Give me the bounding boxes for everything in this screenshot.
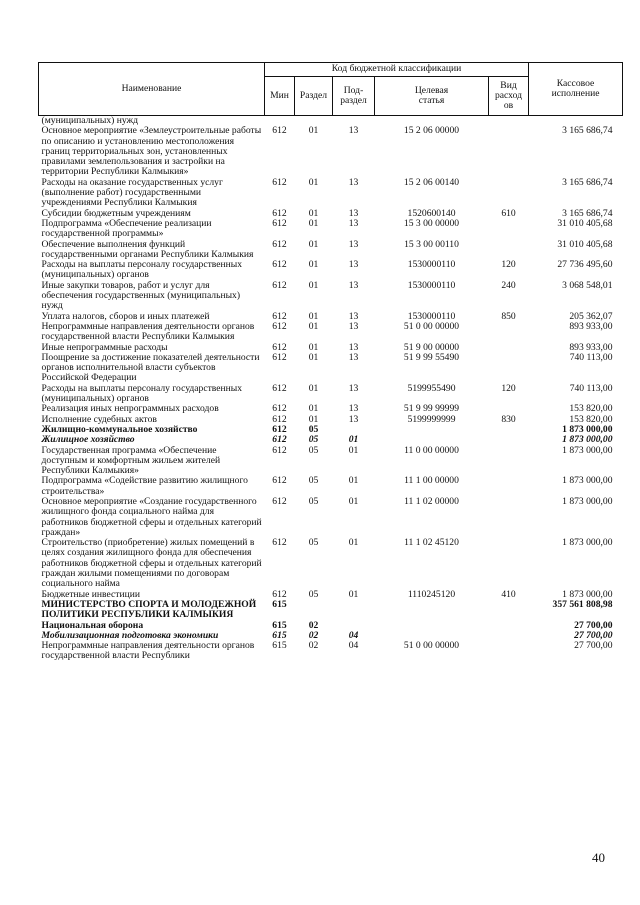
header-vid-label: Вид расход ов [494,79,523,112]
budget-document [38,62,622,662]
cell-min: 612 [272,588,287,600]
cell-vid [489,126,529,177]
cell-amount: 740 113,00 [569,351,613,363]
cell-name: Основное мероприятие «Создание государственного жилищного фонда социального найма для работников бюджетной сферы и отдельных категорий граждан» [41,495,262,538]
cell-amount: 3 165 686,74 [562,125,613,137]
cell-podrazdel: 13 [348,207,359,219]
cell-name: Подпрограмма «Обеспечение реализации государственной программы» [41,217,212,240]
cell-razdel: 01 [308,413,319,425]
cell-razdel: 01 [308,351,319,363]
cell-vid [489,446,529,477]
table-row [39,126,623,177]
cell-celevaya: 51 0 00 00000 [403,320,460,332]
cell-amount: 357 561 808,98 [552,598,613,610]
cell-podrazdel: 13 [348,413,359,425]
cell-name: (муниципальных) нужд [41,115,139,126]
cell-vid [489,538,529,589]
cell-vid [489,497,529,538]
cell-celevaya: 5199999999 [407,413,456,425]
cell-amount: 31 010 405,68 [557,238,613,250]
cell-podrazdel: 04 [348,640,359,652]
cell-name: Жилищно-коммунальное хозяйство [41,423,198,435]
cell-name: Расходы на выплаты персоналу государственных (муниципальных) органов [41,259,243,281]
cell-amount: 1 873 000,00 [562,495,613,507]
cell-amount: 1 873 000,00 [562,444,613,456]
cell-celevaya [375,425,489,435]
cell-celevaya: 1530000110 [407,310,456,322]
cell-name: Жилищное хозяйство [41,434,135,446]
cell-name: Расходы на выплаты персоналу государственных (муниципальных) органов [41,382,243,405]
cell-name: Поощрение за достижение показателей деятельности органов исполнительной власти субъектов Российской Федерации [41,351,260,384]
cell-vid [489,219,529,240]
cell-podrazdel: 13 [348,320,359,332]
cell-razdel: 01 [308,217,319,229]
cell-razdel: 01 [308,125,319,137]
cell-amount: 31 010 405,68 [557,217,613,229]
cell-vid [489,435,529,445]
cell-podrazdel: 13 [348,310,359,322]
table-row [39,353,623,384]
table-row [39,219,623,240]
cell-name: Основное мероприятие «Землеустроительные работы по описанию и установлению местоположения границ территориальных зон, установленных правилами землепользования и застройки на территории Республики Калмыкия» [41,125,262,178]
cell-min: 612 [272,279,287,291]
cell-min: 612 [272,382,287,394]
cell-name: Реализация иных непрограммных расходов [41,403,219,415]
cell-razdel: 02 [308,619,319,631]
header-celevaya-label: Целевая статья [414,84,449,106]
cell-razdel: 02 [308,629,319,641]
cell-razdel: 05 [308,434,319,446]
cell-amount: 153 820,00 [569,413,613,425]
cell-min: 612 [272,176,287,188]
cell-name: МИНИСТЕРСТВО СПОРТА И МОЛОДЕЖНОЙ ПОЛИТИКИ РЕСПУБЛИКИ КАЛМЫКИЯ [41,598,257,621]
header-podrazdel [333,77,375,116]
table-header [39,63,623,116]
cell-celevaya: 15 3 00 00000 [403,217,460,229]
cell-min: 615 [272,629,287,641]
table-row [39,641,623,662]
cell-amount: 27 700,00 [574,629,613,641]
cell-razdel: 01 [308,279,319,291]
cell-vid [489,631,529,641]
header-classification-group: Код бюджетной классификации [265,63,529,77]
page-number: 40 [592,850,605,865]
cell-vid [489,240,529,261]
cell-razdel: 05 [308,588,319,600]
cell-amount: 1 873 000,00 [562,434,613,446]
cell-vid [489,600,529,621]
cell-vid [489,425,529,435]
cell-name: Национальная оборона [41,619,144,631]
cell-podrazdel: 13 [348,403,359,415]
cell-name: Расходы на оказание государственных услуг (выполнение работ) государственными учреждениями Республики Калмыкия [41,176,223,209]
cell-min: 612 [272,413,287,425]
cell-podrazdel: 13 [348,259,359,271]
cell-name: Иные непрограммные расходы [41,341,168,353]
cell-celevaya [375,600,489,621]
cell-min: 612 [272,238,287,250]
cell-min: 612 [272,495,287,507]
cell-razdel: 01 [308,238,319,250]
cell-min: 612 [272,259,287,271]
cell-name: Мобилизационная подготовка экономики [41,629,219,641]
cell-min: 612 [272,475,287,487]
cell-celevaya: 51 0 00 00000 [403,640,460,652]
cell-vid: 830 [501,413,516,425]
header-vid [489,77,529,116]
cell-podrazdel: 01 [348,475,359,487]
cell-amount: 3 165 686,74 [562,176,613,188]
cell-razdel: 01 [308,176,319,188]
cell-amount: 27 700,00 [574,640,613,652]
cell-razdel: 05 [308,423,319,435]
cell-podrazdel: 13 [348,176,359,188]
cell-celevaya: 15 2 06 00140 [403,176,460,188]
cell-name: Уплата налогов, сборов и иных платежей [41,310,210,322]
cell-vid [489,116,529,127]
header-name: Наименование [39,63,265,116]
cell-amount: 740 113,00 [569,382,613,394]
cell-name: Непрограммные направления деятельности органов государственной власти Республики Калмыкия [41,320,255,343]
cell-razdel: 01 [308,310,319,322]
cell-celevaya [375,435,489,445]
cell-podrazdel: 01 [348,444,359,456]
cell-vid: 610 [501,207,516,219]
cell-podrazdel: 13 [348,341,359,353]
budget-table [38,62,623,662]
cell-razdel: 05 [308,444,319,456]
cell-amount: 205 362,07 [569,310,613,322]
cell-min: 612 [272,403,287,415]
cell-celevaya: 1530000110 [407,259,456,271]
cell-celevaya: 51 9 99 99999 [403,403,460,415]
cell-name: Подпрограмма «Содействие развитию жилищного строительства» [41,475,248,497]
cell-min: 612 [272,434,287,446]
header-razdel: Раздел [295,77,333,116]
cell-vid [489,641,529,662]
table-row [39,281,623,312]
table-row [39,497,623,538]
cell-podrazdel: 13 [348,217,359,229]
cell-celevaya: 1530000110 [407,279,456,291]
cell-name: Непрограммные направления деятельности органов государственной власти Республики [41,640,255,662]
cell-vid: 410 [501,588,516,600]
cell-min: 615 [272,619,287,631]
table-row [39,322,623,343]
cell-min: 612 [272,341,287,353]
cell-min: 612 [272,320,287,332]
cell-celevaya: 51 9 99 55490 [403,351,460,363]
cell-celevaya: 5199955490 [407,382,456,394]
header-kassovoe-label: Кассовое исполнение [551,77,600,99]
cell-amount: 893 933,00 [569,341,613,353]
cell-celevaya: 11 1 00 00000 [404,475,459,487]
cell-podrazdel: 13 [348,382,359,394]
cell-celevaya: 15 3 00 00110 [404,238,459,250]
cell-vid: 240 [501,279,516,291]
cell-name: Строительство (приобретение) жилых помещений в целях создания жилищного фонда для обеспечения работников бюджетной сферы и отдельных категорий граждан жилыми помещениями по договорам социального найма [41,537,262,590]
table-row [39,538,623,589]
cell-min: 612 [272,207,287,219]
table-body [39,116,623,662]
table-row [39,178,623,209]
table-row [39,600,623,621]
cell-podrazdel: 01 [348,434,359,446]
cell-celevaya: 11 1 02 00000 [404,495,459,507]
cell-razdel: 01 [308,320,319,332]
cell-vid: 120 [501,259,516,271]
cell-amount: 3 068 548,01 [562,279,613,291]
cell-vid [489,621,529,631]
cell-min: 615 [272,598,287,610]
cell-vid: 850 [501,310,516,322]
cell-podrazdel: 13 [348,125,359,137]
cell-vid [489,476,529,497]
table-row [39,240,623,261]
cell-name: Иные закупки товаров, работ и услуг для обеспечения государственных (муниципальных) нужд [41,279,241,312]
cell-celevaya: 15 2 06 00000 [403,125,460,137]
cell-name: Государственная программа «Обеспечение доступным и комфортным жильем жителей Республики Калмыкия» [41,444,221,477]
cell-amount: 1 873 000,00 [562,588,613,600]
cell-celevaya [375,621,489,631]
cell-podrazdel: 01 [348,537,359,549]
cell-vid [489,178,529,209]
cell-min: 612 [272,217,287,229]
cell-amount: 27 700,00 [574,619,613,631]
cell-amount: 893 933,00 [569,320,613,332]
table-row [39,446,623,477]
table-row [39,384,623,405]
cell-min: 612 [272,125,287,137]
cell-podrazdel: 13 [348,238,359,250]
cell-podrazdel: 13 [348,351,359,363]
header-podrazdel-label: Под- раздел [340,84,367,106]
table-row [39,476,623,497]
header-min: Мин [265,77,295,116]
cell-amount: 153 820,00 [569,403,613,415]
cell-razdel: 05 [308,475,319,487]
cell-celevaya: 1520600140 [407,207,456,219]
cell-name: Обеспечение выполнения функций государственными органами Республики Калмыкия [41,238,254,260]
cell-celevaya: 11 0 00 00000 [404,444,459,456]
cell-name: Бюджетные инвестиции [41,588,140,600]
table-row [39,260,623,281]
cell-name: Исполнение судебных актов [41,413,157,425]
cell-razdel: 05 [308,495,319,507]
header-celevaya [375,77,489,116]
cell-podrazdel [333,600,375,621]
cell-podrazdel: 01 [348,588,359,600]
cell-celevaya: 51 9 00 00000 [403,341,460,353]
cell-razdel: 01 [308,403,319,415]
cell-celevaya: 1110245120 [407,588,456,600]
cell-min: 612 [272,423,287,435]
cell-min: 612 [272,310,287,322]
cell-vid [489,322,529,343]
cell-vid [489,343,529,353]
cell-podrazdel: 04 [348,629,359,641]
cell-razdel [295,600,333,621]
cell-razdel: 01 [308,259,319,271]
cell-vid: 120 [501,382,516,394]
cell-razdel: 01 [308,382,319,394]
cell-razdel: 02 [308,640,319,652]
cell-podrazdel: 13 [348,279,359,291]
cell-podrazdel: 01 [348,495,359,507]
cell-min: 615 [272,640,287,652]
cell-min: 612 [272,444,287,456]
cell-amount: 1 873 000,00 [562,475,613,487]
cell-razdel: 01 [308,341,319,353]
table-row [39,435,623,445]
cell-min: 612 [272,351,287,363]
cell-amount: 1 873 000,00 [562,537,613,549]
cell-celevaya: 11 1 02 45120 [404,537,459,549]
cell-vid [489,353,529,384]
cell-razdel: 05 [308,537,319,549]
cell-min: 612 [272,537,287,549]
cell-amount: 1 873 000,00 [562,423,613,435]
cell-razdel: 01 [308,207,319,219]
cell-amount: 27 736 495,60 [557,259,613,271]
cell-amount: 3 165 686,74 [562,207,613,219]
header-kassovoe [529,63,623,116]
cell-name: Субсидии бюджетным учреждениям [41,207,191,219]
